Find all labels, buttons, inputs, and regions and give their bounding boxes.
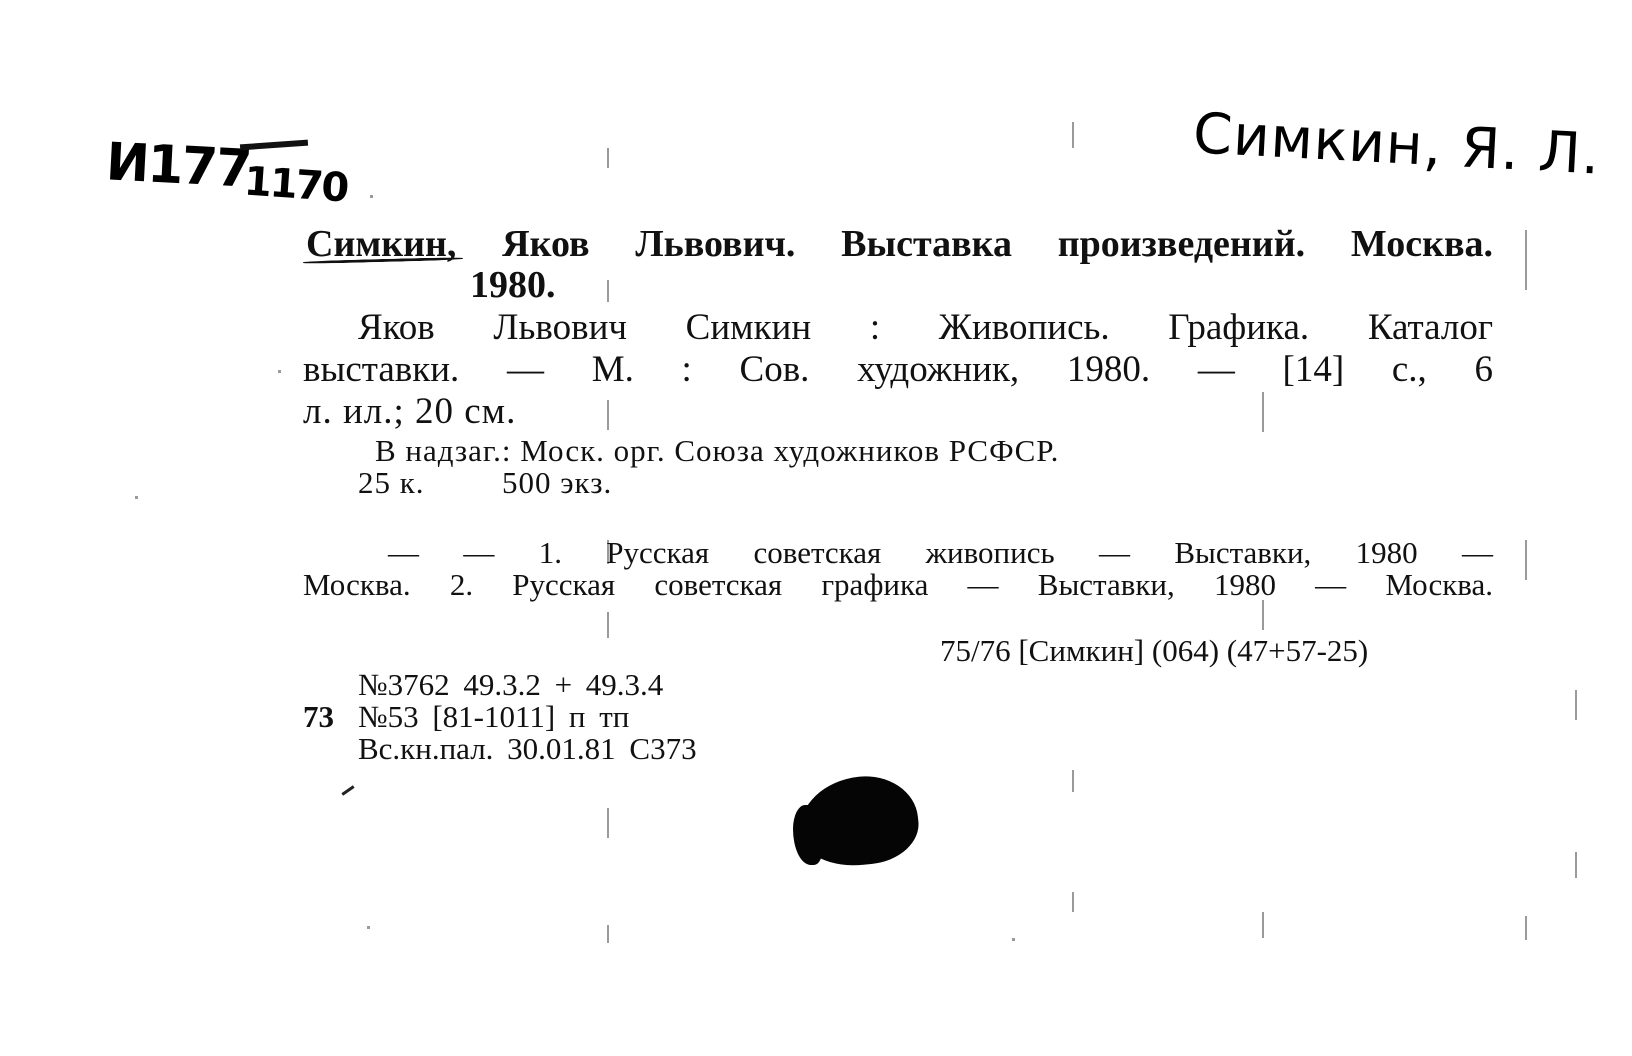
heading-author: Симкин, [306,223,457,265]
description-line-3: л. ил.; 20 см. [303,391,517,432]
price: 25 к. [358,465,425,500]
handwritten-author-name: Симкин, Я. Л. [1191,101,1603,188]
subject-heading-line-2: Москва. 2. Русская советская графика — Выставки, 1980 — Москва. [303,567,1493,602]
description-line-1: Яков Львович Симкин : Живопись. Графика. Каталог [358,307,1493,348]
heading-title: Яков Львович. Выставка произведений. Москва. [502,223,1493,265]
heading-line [306,222,1493,266]
pen-mark [341,785,354,795]
note-line: В надзаг.: Моск. орг. Союза художников РСФСР. [375,433,1060,468]
heading-year: 1980. [470,264,556,306]
registry-line-1: №3762 49.3.2 + 49.3.4 [358,667,664,702]
handwritten-inventory-number: И177 [104,132,252,200]
registry-line-3: Вс.кн.пал. 30.01.81 С373 [358,731,697,766]
classification-index: 75/76 [Симкин] (064) (47+57-25) [940,633,1369,668]
description-line-2: выставки. — М. : Сов. художник, 1980. — [14] с., 6 [303,349,1493,390]
registry-prefix: 73 [303,699,334,734]
subject-heading-line-1: — — 1. Русская советская живопись — Выставки, 1980 — [388,535,1493,570]
registry-line-2: №53 [81-1011] п тп [358,699,630,734]
handwritten-inventory-number-2: 1170 [242,158,349,212]
print-run: 500 экз. [502,465,613,500]
